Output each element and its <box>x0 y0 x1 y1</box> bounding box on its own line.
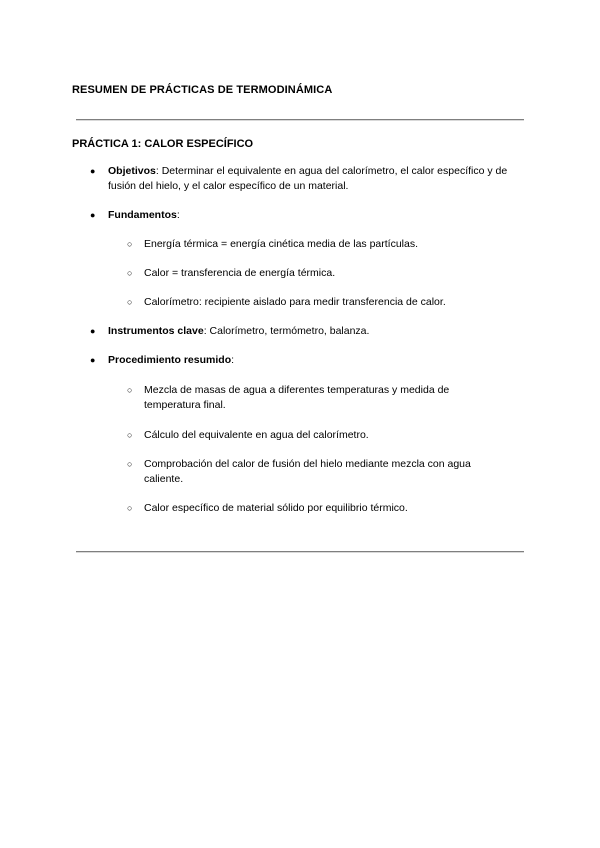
list-item-separator: : <box>231 354 235 366</box>
list-item-separator: : <box>155 165 159 177</box>
sub-list-item-text: Calor específico de material sólido por equilibrio térmico. <box>144 502 408 514</box>
bullet-icon: ● <box>90 210 96 220</box>
sub-bullet-icon: ○ <box>127 268 133 278</box>
bullet-icon: ● <box>90 166 96 176</box>
document-title: RESUMEN DE PRÁCTICAS DE TERMODINÁMICA <box>72 84 333 96</box>
horizontal-rule-bottom <box>76 551 524 553</box>
sub-bullet-icon: ○ <box>127 239 133 249</box>
list-item-label: Instrumentos clave <box>108 325 204 337</box>
bullet-icon: ● <box>90 355 96 365</box>
sub-list-item-text: Comprobación del calor de fusión del hielo mediante mezcla con agua caliente. <box>144 458 471 485</box>
sub-list-item-text: Calor = transferencia de energía térmica. <box>144 267 336 279</box>
sub-list-item-text: Cálculo del equivalente en agua del calorímetro. <box>144 429 369 441</box>
sub-bullet-icon: ○ <box>127 297 133 307</box>
sub-bullet-icon: ○ <box>127 385 133 395</box>
list-item-body: Determinar el equivalente en agua del calorímetro, el calor específico y de fusión del hielo, y el calor específico de un material. <box>108 165 508 192</box>
list-item-separator: : <box>176 209 180 221</box>
list-item-label: Procedimiento resumido <box>108 354 232 366</box>
list-item-text <box>108 208 516 223</box>
list-item-separator: : <box>203 325 207 337</box>
section-title: PRÁCTICA 1: CALOR ESPECÍFICO <box>72 138 254 150</box>
list-item-label: Fundamentos <box>108 209 177 221</box>
list-item-text <box>108 353 516 368</box>
sub-list-item-text: Energía térmica = energía cinética media de las partículas. <box>144 238 419 250</box>
sub-bullet-icon: ○ <box>127 459 133 469</box>
list-item-body: Calorímetro, termómetro, balanza. <box>206 325 370 337</box>
list-item-text <box>108 164 516 194</box>
sub-bullet-icon: ○ <box>127 503 133 513</box>
list-item-label: Objetivos <box>108 165 156 177</box>
list-item-text <box>108 324 516 339</box>
bullet-icon: ● <box>90 326 96 336</box>
sub-list-item-text: Mezcla de masas de agua a diferentes temperaturas y medida de temperatura final. <box>144 384 450 411</box>
sub-list-item-text: Calorímetro: recipiente aislado para medir transferencia de calor. <box>144 296 446 308</box>
horizontal-rule-top <box>76 119 524 121</box>
sub-bullet-icon: ○ <box>127 430 133 440</box>
